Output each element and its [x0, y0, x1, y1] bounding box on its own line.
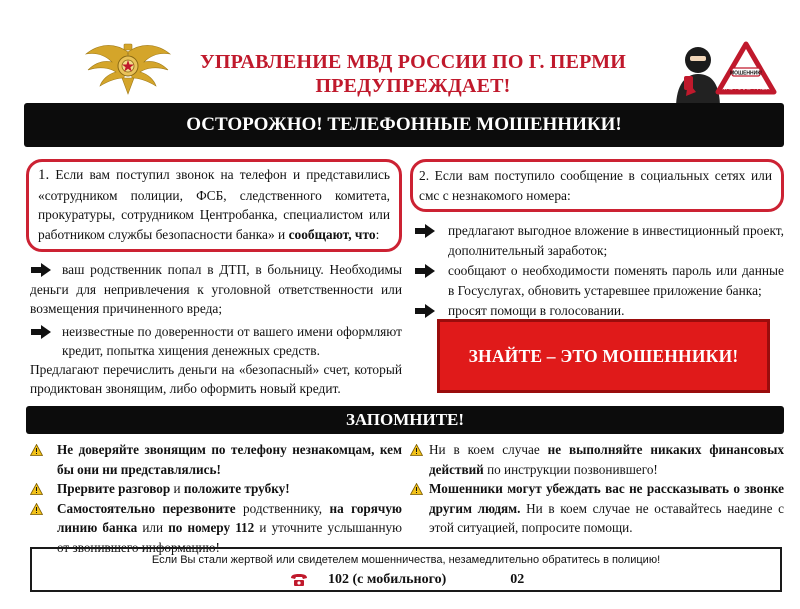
tip-text: и уточните услышанную от звонившего информацию! [57, 520, 402, 555]
footer-contact-box [30, 547, 782, 592]
list-item-text: сообщают о необходимости поменять пароль или данные в Госуслугах, обновить устаревшее приложение банка; [448, 263, 784, 298]
scenario-text-bold: сообщают, что [288, 226, 376, 242]
scenario-box-message: 2. Если вам поступило сообщение в социальных сетях или смс с незнакомого номера: [410, 159, 784, 212]
tip-item [30, 440, 402, 479]
tips-left [30, 440, 402, 557]
phone-mobile[interactable]: 102 (с мобильного) [328, 572, 447, 587]
warning-triangle-icon [30, 503, 43, 515]
mvd-emblem-icon [84, 38, 172, 98]
tip-text: и [170, 481, 184, 496]
scenario-box-call [26, 159, 402, 252]
warning-triangle-icon [30, 444, 43, 456]
main-banner: ОСТОРОЖНО! ТЕЛЕФОННЫЕ МОШЕННИКИ! [24, 103, 784, 147]
remember-heading: ЗАПОМНИТЕ! [26, 406, 784, 434]
tip-text: или [137, 520, 169, 535]
tip-text-bold: на горячую линию банка [57, 500, 402, 535]
phone-icon [290, 573, 308, 587]
arrow-right-icon [414, 303, 436, 319]
tip-text-bold: Самостоятельно перезвоните [57, 500, 236, 516]
footer-phones [290, 572, 524, 588]
scenario-text: Если вам поступил звонок на телефон и представились «сотрудником полиции, ФСБ, следственного комитета, прокуратуры, сотрудником Центробанка, специалистом или работником службы безопасности банка» и [38, 167, 390, 242]
warning-caption: БУДЬТЕ БДИТЕЛЬНЫ! [719, 89, 775, 95]
tip-text-bold: не выполняйте никаких финансовых действий [429, 442, 784, 477]
header-title-line1: УПРАВЛЕНИЕ МВД РОССИИ ПО Г. ПЕРМИ [199, 51, 627, 73]
tip-text: Ни в коем случае [429, 442, 548, 457]
list-item-text: предлагают выгодное вложение в инвестиционный проект, дополнительный заработок; [448, 223, 784, 258]
left-column [30, 159, 402, 399]
header-title-line2: ПРЕДУПРЕЖДАЕТ! [315, 75, 511, 97]
header-title [176, 50, 650, 98]
list-item-text: просят помощи в голосовании. [448, 303, 625, 318]
tips-right [410, 440, 784, 538]
tip-text-bold: по номеру 112 [168, 520, 255, 535]
message-scenario-list [410, 221, 784, 321]
right-column [410, 159, 784, 321]
list-item [414, 221, 784, 260]
tip-text-bold: положите трубку! [183, 481, 290, 496]
call-scenario-list [30, 260, 402, 399]
list-item-text: ваш родственник попал в ДТП, в больницу. Необходимы деньги для непривлечения к уголовной ответственности или возмещения причиненного вреда; [30, 262, 402, 316]
arrow-right-icon [30, 324, 52, 340]
tip-item [30, 479, 402, 499]
arrow-right-icon [414, 223, 436, 239]
tip-item [410, 440, 784, 479]
tip-text-bold: Прервите разговор [57, 481, 171, 496]
warning-triangle-icon [30, 483, 43, 495]
warning-triangle-icon [410, 483, 423, 495]
list-item-text: неизвестные по доверенности от вашего имени оформляют кредит, попытка хищения денежных средств. [62, 323, 402, 358]
tip-text: родственнику, [235, 500, 330, 516]
tip-item [410, 479, 784, 538]
list-item [414, 261, 784, 300]
fraudster-warning-icon [662, 38, 782, 108]
scenario-number: 1. [38, 167, 50, 183]
list-item [414, 301, 784, 321]
tip-text: по инструкции позвонившего! [483, 461, 658, 477]
scenario-text-end: : [375, 226, 380, 242]
warning-triangle-icon [410, 444, 423, 456]
phone-landline[interactable]: 02 [510, 572, 525, 587]
arrow-right-icon [414, 263, 436, 279]
fraud-warning-callout: ЗНАЙТЕ – ЭТО МОШЕННИКИ! [437, 319, 770, 393]
warning-sign-label: МОШЕННИК! [730, 70, 762, 77]
tip-text: Ни в коем случае не оставайтесь наедине с этой ситуацией, попросите помощи. [429, 500, 784, 535]
list-item [30, 322, 402, 361]
tip-text: Не доверяйте звонящим по телефону незнакомцам, кем бы они ни представлялись! [57, 442, 402, 477]
footer-notice: Если Вы стали жертвой или свидетелем мошенничества, незамедлительно обратитесь в полицию! [151, 554, 661, 566]
tip-text-bold: Мошенники могут убеждать вас не рассказывать о звонке другим людям. [429, 481, 784, 516]
list-item [30, 260, 402, 319]
call-scenario-continuation: Предлагают перечислить деньги на «безопасный» счет, который продиктован звонящим, либо оформить новый кредит. [30, 361, 402, 396]
